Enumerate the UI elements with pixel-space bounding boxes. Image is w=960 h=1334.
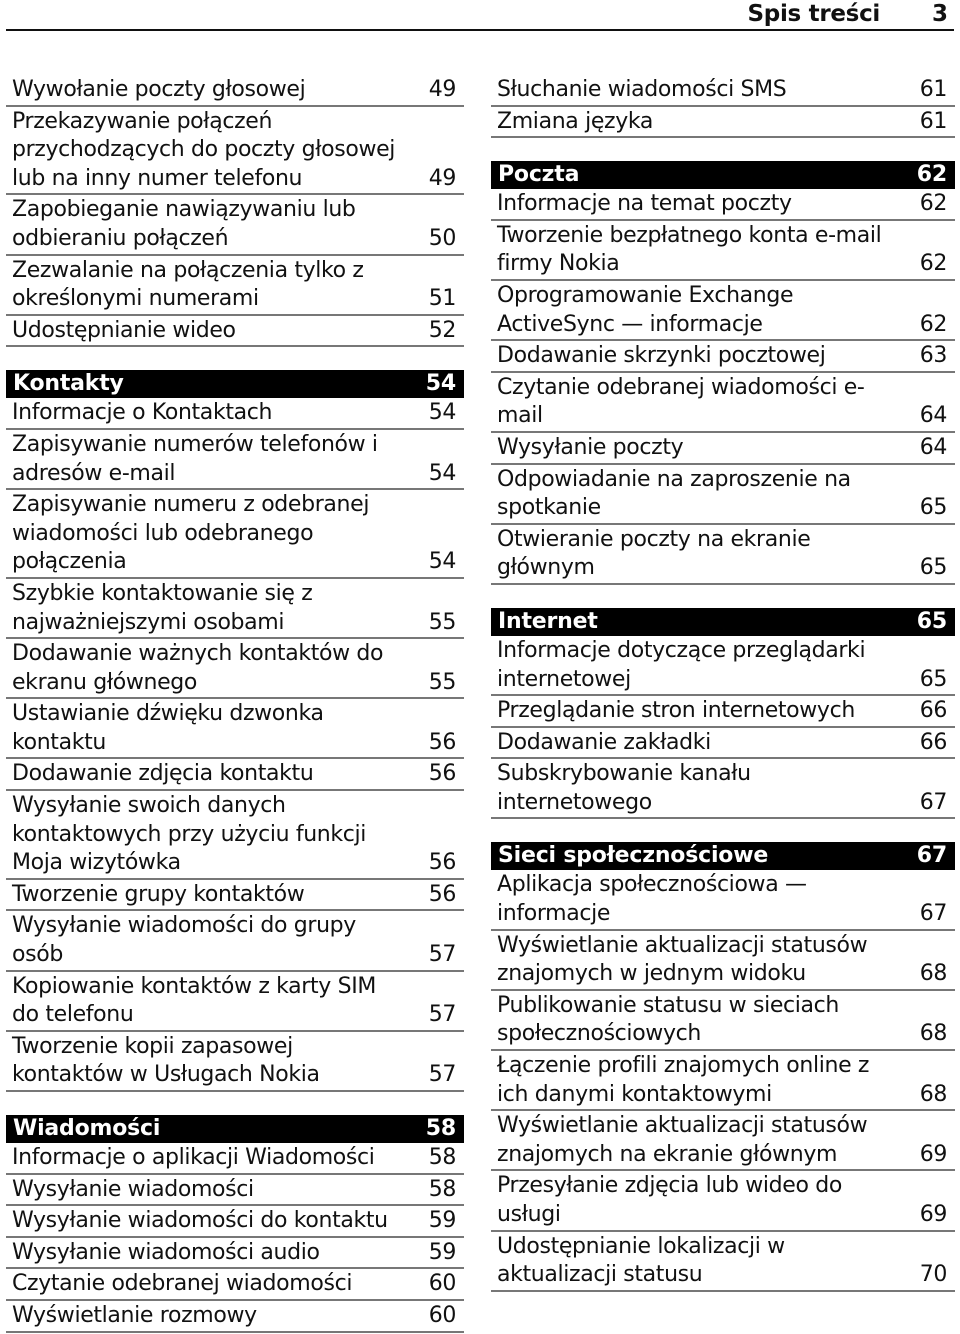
entry-page-number: 65: [919, 495, 947, 521]
entry-title: Wysyłanie swoich danych kontaktowych przy użyciu funkcji Moja wizytówka: [12, 793, 367, 876]
toc-entry-zmiana-jezyka[interactable]: [491, 108, 955, 139]
entry-title: Słuchanie wiadomości SMS: [497, 77, 787, 102]
toc-entry-ustawianie-dzwieku-dzwonka-kontaktu[interactable]: [6, 700, 464, 759]
entry-page-number: 69: [919, 1202, 947, 1227]
toc-entry-sluchanie-wiadomosci-sms[interactable]: [491, 76, 955, 107]
entry-title: Zapisywanie numerów telefonów i adresów e-mail: [12, 431, 378, 486]
entry-title: Zapobieganie nawiązywaniu lub odbieraniu połączeń: [12, 197, 356, 251]
entry-title: Informacje o aplikacji Wiadomości: [12, 1145, 375, 1170]
entry-title: Wysyłanie wiadomości do grupy osób: [12, 913, 356, 968]
toc-section-kontakty[interactable]: [6, 370, 464, 398]
toc-entry-dodawanie-zdjecia-kontaktu[interactable]: [6, 760, 464, 791]
entry-page-number: 58: [428, 1176, 456, 1202]
section-title: Sieci społecznościowe: [498, 843, 769, 869]
entry-title: Wyświetlanie aktualizacji statusów znajomych na ekranie głównym: [497, 1113, 868, 1167]
entry-page-number: 56: [428, 850, 456, 876]
toc-entry-czytanie-odebranej-wiadomosci-e-mail[interactable]: [491, 374, 955, 433]
toc-entry-udostepnianie-lokalizacji-w-aktualizacji[interactable]: [491, 1233, 955, 1292]
toc-entry-przekazywanie-polaczen-przychodzacych-do[interactable]: [6, 108, 464, 196]
section-page-number: 54: [425, 371, 456, 397]
entry-title: Otwieranie poczty na ekranie głównym: [497, 526, 811, 581]
toc-entry-oprogramowanie-exchange-activesync-infor[interactable]: [491, 282, 955, 341]
entry-title: Tworzenie grupy kontaktów: [12, 881, 305, 907]
toc-entry-wyswietlanie-aktualizacji-statusow-znajo[interactable]: [491, 932, 955, 991]
toc-section-internet[interactable]: [491, 608, 955, 636]
entry-title: Dodawanie zdjęcia kontaktu: [12, 761, 314, 787]
toc-entry-subskrybowanie-kanalu-internetowego[interactable]: [491, 760, 955, 819]
toc-entry-aplikacja-spolecznosciowa-informacje[interactable]: [491, 871, 955, 930]
toc-entry-laczenie-profili-znajomych-online-z-ich-[interactable]: [491, 1052, 955, 1111]
toc-entry-udostepnianie-wideo[interactable]: [6, 317, 464, 348]
toc-column-right: [491, 76, 955, 1293]
entry-title: Przeglądanie stron internetowych: [497, 698, 855, 724]
entry-page-number: 60: [428, 1271, 456, 1297]
entry-page-number: 61: [919, 108, 947, 134]
toc-entry-tworzenie-bezplatnego-konta-e-mail-firmy[interactable]: [491, 222, 955, 281]
entry-page-number: 69: [919, 1141, 947, 1167]
toc-entry-przesylanie-zdjecia-lub-wideo-do-uslugi[interactable]: [491, 1172, 955, 1231]
toc-entry-wywolanie-poczty-glosowej[interactable]: [6, 76, 464, 107]
entry-title: Łączenie profili znajomych online z ich danymi kontaktowymi: [497, 1053, 870, 1107]
toc-entry-kopiowanie-kontaktow-z-karty-sim-do-tele[interactable]: [6, 973, 464, 1032]
section-page-number: 67: [916, 843, 947, 869]
toc-entry-informacje-o-kontaktach[interactable]: [6, 399, 464, 430]
entry-title: Informacje o Kontaktach: [12, 400, 273, 426]
toc-entry-szybkie-kontaktowanie-sie-z-najwazniejsz[interactable]: [6, 580, 464, 639]
page-header: [0, 0, 960, 32]
entry-title: Kopiowanie kontaktów z karty SIM do telefonu: [12, 973, 376, 1028]
entry-page-number: 55: [428, 609, 456, 635]
entry-page-number: 60: [428, 1302, 456, 1328]
section-title: Internet: [498, 608, 598, 634]
entry-page-number: 62: [919, 191, 947, 217]
entry-page-number: 57: [428, 1002, 456, 1028]
toc-entry-otwieranie-poczty-na-ekranie-glownym[interactable]: [491, 526, 955, 585]
toc-entry-zapisywanie-numerow-telefonow-i-adresow-[interactable]: [6, 431, 464, 490]
entry-page-number: 68: [919, 1021, 947, 1047]
entry-title: Informacje na temat poczty: [497, 191, 792, 217]
entry-page-number: 67: [919, 901, 947, 927]
entry-page-number: 67: [919, 789, 947, 815]
entry-title: Wysyłanie wiadomości do kontaktu: [12, 1208, 388, 1234]
entry-title: Oprogramowanie Exchange ActiveSync — informacje: [497, 282, 794, 337]
toc-entry-wysylanie-wiadomosci-do-kontaktu[interactable]: [6, 1207, 464, 1238]
toc-entry-dodawanie-zakladki[interactable]: [491, 729, 955, 760]
toc-entry-publikowanie-statusu-w-sieciach-spoleczn[interactable]: [491, 992, 955, 1051]
entry-title: Zapisywanie numeru z odebranej wiadomości lub odebranego połączenia: [12, 492, 370, 575]
entry-page-number: 49: [428, 77, 456, 102]
toc-entry-wyswietlanie-rozmowy[interactable]: [6, 1302, 464, 1333]
entry-page-number: 51: [428, 286, 456, 312]
entry-title: Dodawanie skrzynki pocztowej: [497, 343, 826, 369]
entry-page-number: 63: [919, 343, 947, 369]
toc-entry-informacje-na-temat-poczty[interactable]: [491, 190, 955, 221]
entry-title: Wysyłanie wiadomości audio: [12, 1239, 320, 1265]
toc-entry-dodawanie-waznych-kontaktow-do-ekranu-gl[interactable]: [6, 640, 464, 699]
toc-entry-informacje-o-aplikacji-wiadomosci[interactable]: [6, 1144, 464, 1175]
entry-title: Zmiana języka: [497, 108, 654, 134]
entry-title: Zezwalanie na połączenia tylko z określonymi numerami: [12, 257, 364, 312]
header-page-number: 3: [931, 1, 948, 27]
section-spacer: [6, 348, 464, 370]
toc-entry-tworzenie-grupy-kontaktow[interactable]: [6, 881, 464, 912]
entry-page-number: 66: [919, 729, 947, 755]
section-title: Wiadomości: [13, 1116, 161, 1141]
toc-entry-zapobieganie-nawiazywaniu-lub-odbieraniu[interactable]: [6, 196, 464, 255]
toc-entry-odpowiadanie-na-zaproszenie-na-spotkanie[interactable]: [491, 466, 955, 525]
entry-page-number: 58: [428, 1145, 456, 1170]
entry-title: Wysyłanie wiadomości: [12, 1176, 254, 1202]
entry-title: Dodawanie zakładki: [497, 729, 711, 755]
section-title: Kontakty: [13, 371, 124, 397]
entry-page-number: 57: [428, 942, 456, 968]
toc-entry-czytanie-odebranej-wiadomosci[interactable]: [6, 1270, 464, 1301]
toc-entry-wyswietlanie-aktualizacji-statusow-znajo[interactable]: [491, 1112, 955, 1171]
entry-title: Wyświetlanie aktualizacji statusów znajomych w jednym widoku: [497, 932, 868, 987]
entry-title: Subskrybowanie kanału internetowego: [497, 761, 751, 815]
toc-entry-wysylanie-wiadomosci-do-grupy-osob[interactable]: [6, 912, 464, 971]
toc-entry-wysylanie-poczty[interactable]: [491, 434, 955, 465]
entry-title: Tworzenie bezpłatnego konta e-mail firmy Nokia: [497, 222, 882, 277]
section-page-number: 62: [916, 162, 947, 188]
toc-entry-dodawanie-skrzynki-pocztowej[interactable]: [491, 342, 955, 373]
entry-title: Czytanie odebranej wiadomości e-mail: [497, 374, 865, 429]
entry-page-number: 65: [919, 666, 947, 692]
entry-page-number: 50: [428, 225, 456, 251]
entry-page-number: 49: [428, 165, 456, 191]
entry-title: Ustawianie dźwięku dzwonka kontaktu: [12, 701, 324, 755]
toc-entry-wysylanie-wiadomosci-audio[interactable]: [6, 1239, 464, 1270]
entry-title: Tworzenie kopii zapasowej kontaktów w Usługach Nokia: [12, 1033, 320, 1088]
header-title: Spis treści: [747, 1, 880, 27]
section-spacer: [491, 139, 955, 161]
section-spacer: [6, 1093, 464, 1115]
entry-page-number: 54: [428, 400, 456, 426]
entry-title: Przekazywanie połączeń przychodzących do poczty głosowej lub na inny numer telefonu: [12, 108, 396, 191]
entry-page-number: 56: [428, 881, 456, 907]
entry-page-number: 62: [919, 311, 947, 337]
entry-title: Czytanie odebranej wiadomości: [12, 1271, 353, 1297]
entry-title: Publikowanie statusu w sieciach społecznościowych: [497, 992, 839, 1047]
entry-page-number: 64: [919, 434, 947, 460]
entry-page-number: 64: [919, 403, 947, 429]
entry-page-number: 65: [919, 555, 947, 581]
entry-page-number: 59: [428, 1239, 456, 1265]
entry-page-number: 62: [919, 251, 947, 277]
toc-entry-zezwalanie-na-polaczenia-tylko-z-okreslo[interactable]: [6, 257, 464, 316]
entry-page-number: 61: [919, 77, 947, 102]
toc-entry-informacje-dotyczace-przegladarki-intern[interactable]: [491, 637, 955, 696]
entry-page-number: 56: [428, 729, 456, 755]
entry-title: Wysyłanie poczty: [497, 434, 684, 460]
entry-page-number: 68: [919, 961, 947, 987]
entry-page-number: 54: [428, 549, 456, 575]
entry-page-number: 52: [428, 317, 456, 343]
toc-entry-przegladanie-stron-internetowych[interactable]: [491, 697, 955, 728]
entry-page-number: 55: [428, 669, 456, 695]
section-title: Poczta: [498, 162, 580, 188]
toc-column-left: [6, 76, 464, 1334]
toc-entry-wysylanie-swoich-danych-kontaktowych-prz[interactable]: [6, 792, 464, 880]
entry-title: Udostępnianie lokalizacji w aktualizacji statusu: [497, 1233, 785, 1288]
entry-page-number: 66: [919, 698, 947, 724]
toc-entry-wysylanie-wiadomosci[interactable]: [6, 1176, 464, 1207]
toc-section-sieci-spolecznosciowe[interactable]: [491, 842, 955, 870]
section-spacer: [491, 586, 955, 608]
entry-page-number: 59: [428, 1208, 456, 1234]
section-page-number: 65: [916, 608, 947, 634]
entry-title: Informacje dotyczące przeglądarki internetowej: [497, 637, 866, 692]
entry-page-number: 57: [428, 1062, 456, 1088]
entry-title: Przesyłanie zdjęcia lub wideo do usługi: [497, 1173, 842, 1227]
section-spacer: [491, 820, 955, 842]
toc-entry-tworzenie-kopii-zapasowej-kontaktow-w-us[interactable]: [6, 1033, 464, 1092]
toc-section-poczta[interactable]: [491, 161, 955, 189]
entry-title: Wyświetlanie rozmowy: [12, 1302, 257, 1328]
toc-section-wiadomosci[interactable]: [6, 1115, 464, 1143]
header-rule: [6, 29, 954, 31]
entry-title: Udostępnianie wideo: [12, 317, 236, 343]
entry-title: Aplikacja społecznościowa — informacje: [497, 872, 807, 927]
entry-page-number: 54: [428, 460, 456, 486]
toc-entry-zapisywanie-numeru-z-odebranej-wiadomosc[interactable]: [6, 491, 464, 579]
entry-page-number: 70: [919, 1262, 947, 1288]
entry-title: Odpowiadanie na zaproszenie na spotkanie: [497, 466, 851, 521]
entry-page-number: 56: [428, 761, 456, 787]
section-page-number: 58: [425, 1116, 456, 1141]
entry-title: Dodawanie ważnych kontaktów do ekranu głównego: [12, 641, 384, 695]
entry-page-number: 68: [919, 1081, 947, 1107]
entry-title: Szybkie kontaktowanie się z najważniejszymi osobami: [12, 580, 313, 635]
entry-title: Wywołanie poczty głosowej: [12, 77, 306, 102]
